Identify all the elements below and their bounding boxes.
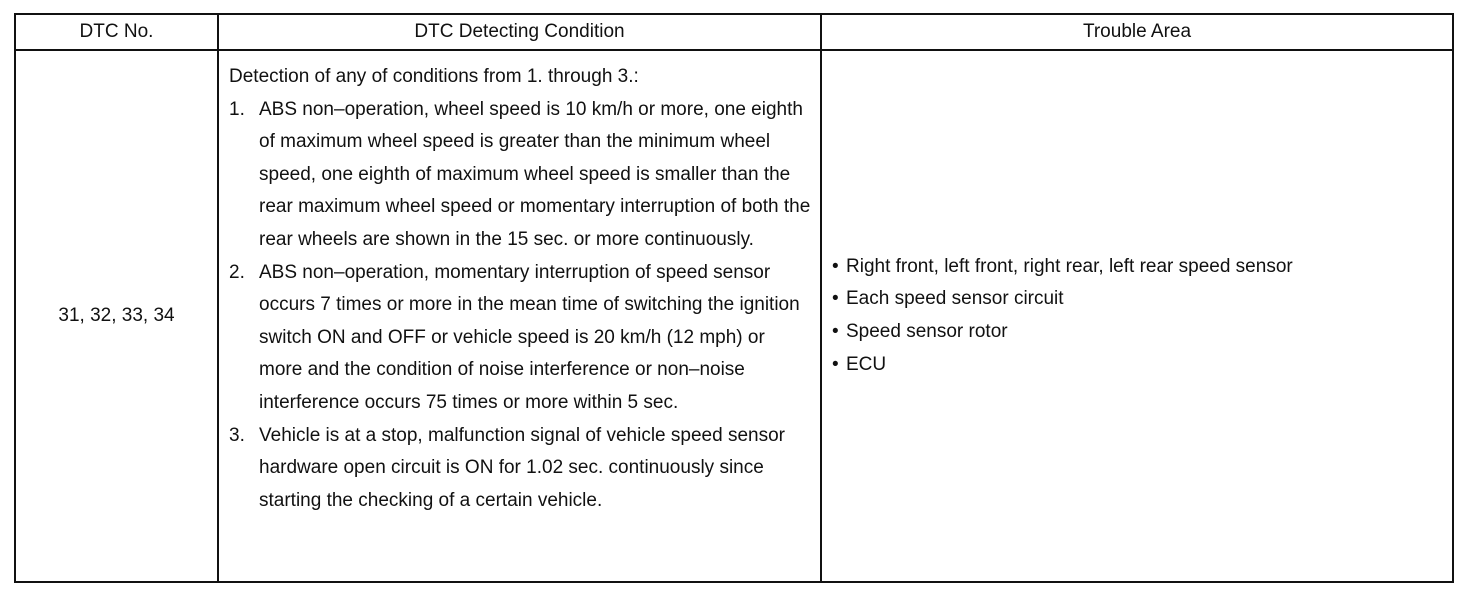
table-row [15,50,1453,582]
list-item [832,349,1444,382]
list-item [832,283,1444,316]
condition-text: ABS non–operation, momentary interruption of speed sensor occurs 7 times or more in the mean time of switching the ignition switch ON and OFF or vehicle speed is 20 km/h (12 mph) or more and the condition of noise interference or non–noise interference occurs 75 times or more within 5 sec. [259,261,800,413]
bullet-icon: • [832,288,839,310]
condition-number: 1. [229,98,245,120]
condition-item [229,420,812,518]
condition-list [229,94,812,518]
header-trouble-area: Trouble Area [821,14,1453,50]
trouble-area-text: Speed sensor rotor [846,321,1008,342]
condition-text: ABS non–operation, wheel speed is 10 km/h or more, one eighth of maximum wheel speed is greater than the minimum wheel speed, one eighth of maximum wheel speed is smaller than the rear maximum wheel speed or momentary interruption of both the rear wheels are shown in the 15 sec. or more continuously. [259,98,811,250]
header-detecting-condition: DTC Detecting Condition [218,14,821,50]
detecting-condition-cell [218,50,821,582]
bullet-icon: • [832,321,839,342]
dtc-codes-cell: 31, 32, 33, 34 [15,50,218,582]
condition-intro: Detection of any of conditions from 1. through 3.: [229,66,639,87]
bullet-icon: • [832,353,839,375]
condition-item [229,94,812,257]
trouble-area-cell [821,50,1453,582]
bullet-icon: • [832,255,839,277]
list-item [832,316,1444,349]
trouble-area-text: Each speed sensor circuit [846,288,1064,310]
dtc-table [14,13,1454,583]
condition-number: 3. [229,424,245,446]
trouble-area-list [832,251,1444,381]
trouble-area-text: Right front, left front, right rear, left rear speed sensor [846,255,1293,277]
condition-number: 2. [229,261,245,283]
condition-item [229,257,812,420]
table-header-row [15,14,1453,50]
header-dtc-no: DTC No. [15,14,218,50]
list-item [832,251,1444,284]
condition-text: Vehicle is at a stop, malfunction signal of vehicle speed sensor hardware open circuit is ON for 1.02 sec. continuously since starting the checking of a certain vehicle. [259,424,785,511]
trouble-area-text: ECU [846,353,887,375]
